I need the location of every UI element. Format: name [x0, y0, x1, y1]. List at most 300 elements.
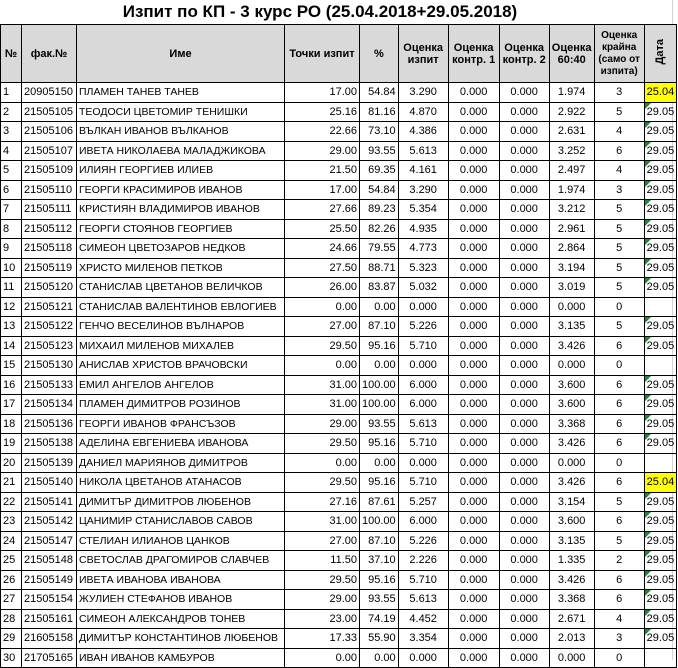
- cell-num[interactable]: 15: [1, 356, 22, 376]
- cell-final[interactable]: 0: [594, 648, 644, 668]
- cell-grade-6040[interactable]: 3.212: [549, 200, 594, 220]
- cell-num[interactable]: 3: [1, 122, 22, 142]
- cell-num[interactable]: 21: [1, 473, 22, 493]
- header-num[interactable]: №: [1, 25, 22, 83]
- cell-final[interactable]: 3: [594, 629, 644, 649]
- cell-fac[interactable]: 21505133: [22, 375, 77, 395]
- cell-date[interactable]: 29.05: [644, 180, 677, 200]
- cell-num[interactable]: 18: [1, 414, 22, 434]
- cell-grade-exam[interactable]: 5.710: [398, 570, 448, 590]
- cell-date[interactable]: [644, 648, 677, 668]
- cell-ctrl2[interactable]: 0.000: [499, 434, 549, 454]
- cell-points[interactable]: 25.50: [285, 219, 360, 239]
- cell-percent[interactable]: 87.10: [360, 531, 399, 551]
- cell-ctrl2[interactable]: 0.000: [499, 258, 549, 278]
- cell-fac[interactable]: 21705165: [22, 648, 77, 668]
- cell-final[interactable]: 6: [594, 336, 644, 356]
- cell-num[interactable]: 2: [1, 102, 22, 122]
- cell-name[interactable]: ИВЕТА НИКОЛАЕВА МАЛАДЖИКОВА: [77, 141, 285, 161]
- header-points[interactable]: Точки изпит: [285, 25, 360, 83]
- cell-num[interactable]: 29: [1, 629, 22, 649]
- cell-percent[interactable]: 100.00: [360, 375, 399, 395]
- cell-num[interactable]: 17: [1, 395, 22, 415]
- cell-name[interactable]: ИВАН ИВАНОВ КАМБУРОВ: [77, 648, 285, 668]
- cell-fac[interactable]: 21605158: [22, 629, 77, 649]
- cell-final[interactable]: 6: [594, 141, 644, 161]
- cell-grade-6040[interactable]: 3.135: [549, 531, 594, 551]
- cell-ctrl2[interactable]: 0.000: [499, 395, 549, 415]
- cell-fac[interactable]: 21505122: [22, 317, 77, 337]
- cell-num[interactable]: 27: [1, 590, 22, 610]
- cell-final[interactable]: 5: [594, 278, 644, 298]
- cell-ctrl1[interactable]: 0.000: [448, 375, 499, 395]
- cell-grade-6040[interactable]: 3.154: [549, 492, 594, 512]
- cell-percent[interactable]: 0.00: [360, 297, 399, 317]
- cell-name[interactable]: АНИСЛАВ ХРИСТОВ ВРАЧОВСКИ: [77, 356, 285, 376]
- cell-ctrl1[interactable]: 0.000: [448, 629, 499, 649]
- cell-fac[interactable]: 21505130: [22, 356, 77, 376]
- cell-percent[interactable]: 87.10: [360, 317, 399, 337]
- cell-name[interactable]: МИХАИЛ МИЛЕНОВ МИХАЛЕВ: [77, 336, 285, 356]
- cell-name[interactable]: ГЕНЧО ВЕСЕЛИНОВ ВЪЛНАРОВ: [77, 317, 285, 337]
- cell-points[interactable]: 0.00: [285, 356, 360, 376]
- cell-ctrl2[interactable]: 0.000: [499, 141, 549, 161]
- cell-percent[interactable]: 79.55: [360, 239, 399, 259]
- cell-ctrl1[interactable]: 0.000: [448, 473, 499, 493]
- cell-grade-6040[interactable]: 2.671: [549, 609, 594, 629]
- cell-final[interactable]: 5: [594, 200, 644, 220]
- cell-percent[interactable]: 95.16: [360, 473, 399, 493]
- header-percent[interactable]: %: [360, 25, 399, 83]
- cell-ctrl2[interactable]: 0.000: [499, 648, 549, 668]
- cell-final[interactable]: 3: [594, 180, 644, 200]
- cell-percent[interactable]: 95.16: [360, 570, 399, 590]
- cell-ctrl2[interactable]: 0.000: [499, 317, 549, 337]
- cell-fac[interactable]: 21505120: [22, 278, 77, 298]
- cell-fac[interactable]: 21505110: [22, 180, 77, 200]
- cell-final[interactable]: 5: [594, 219, 644, 239]
- cell-ctrl2[interactable]: 0.000: [499, 161, 549, 181]
- cell-num[interactable]: 22: [1, 492, 22, 512]
- cell-grade-exam[interactable]: 5.354: [398, 200, 448, 220]
- cell-name[interactable]: ЕМИЛ АНГЕЛОВ АНГЕЛОВ: [77, 375, 285, 395]
- cell-name[interactable]: ЦАНИМИР СТАНИСЛАВОВ САВОВ: [77, 512, 285, 532]
- header-fac[interactable]: фак.№: [22, 25, 77, 83]
- cell-date[interactable]: 29.05: [644, 317, 677, 337]
- cell-ctrl1[interactable]: 0.000: [448, 122, 499, 142]
- cell-points[interactable]: 0.00: [285, 297, 360, 317]
- cell-final[interactable]: 4: [594, 122, 644, 142]
- cell-ctrl1[interactable]: 0.000: [448, 200, 499, 220]
- cell-grade-6040[interactable]: 0.000: [549, 453, 594, 473]
- cell-points[interactable]: 0.00: [285, 453, 360, 473]
- cell-percent[interactable]: 0.00: [360, 648, 399, 668]
- cell-date[interactable]: [644, 453, 677, 473]
- cell-grade-exam[interactable]: 5.323: [398, 258, 448, 278]
- cell-grade-6040[interactable]: 3.252: [549, 141, 594, 161]
- cell-date[interactable]: 29.05: [644, 102, 677, 122]
- cell-date[interactable]: 29.05: [644, 434, 677, 454]
- header-date[interactable]: [644, 25, 677, 83]
- cell-name[interactable]: ГЕОРГИ ИВАНОВ ФРАНСЪЗОВ: [77, 414, 285, 434]
- cell-final[interactable]: 5: [594, 102, 644, 122]
- cell-date[interactable]: 29.05: [644, 570, 677, 590]
- cell-grade-6040[interactable]: 3.600: [549, 512, 594, 532]
- cell-ctrl2[interactable]: 0.000: [499, 278, 549, 298]
- cell-fac[interactable]: 21505147: [22, 531, 77, 551]
- cell-ctrl1[interactable]: 0.000: [448, 219, 499, 239]
- cell-num[interactable]: 8: [1, 219, 22, 239]
- cell-grade-6040[interactable]: 2.013: [549, 629, 594, 649]
- cell-num[interactable]: 14: [1, 336, 22, 356]
- cell-name[interactable]: СИМЕОН ЦВЕТОЗАРОВ НЕДКОВ: [77, 239, 285, 259]
- cell-grade-6040[interactable]: 3.600: [549, 375, 594, 395]
- cell-date[interactable]: 29.05: [644, 141, 677, 161]
- cell-date[interactable]: 29.05: [644, 278, 677, 298]
- cell-num[interactable]: 10: [1, 258, 22, 278]
- cell-ctrl1[interactable]: 0.000: [448, 512, 499, 532]
- cell-points[interactable]: 31.00: [285, 375, 360, 395]
- cell-date[interactable]: 29.05: [644, 629, 677, 649]
- cell-ctrl1[interactable]: 0.000: [448, 180, 499, 200]
- cell-points[interactable]: 29.50: [285, 570, 360, 590]
- cell-date[interactable]: [644, 297, 677, 317]
- cell-num[interactable]: 5: [1, 161, 22, 181]
- cell-grade-exam[interactable]: 2.226: [398, 551, 448, 571]
- cell-percent[interactable]: 69.35: [360, 161, 399, 181]
- cell-fac[interactable]: 20905150: [22, 83, 77, 103]
- cell-grade-exam[interactable]: 0.000: [398, 453, 448, 473]
- cell-points[interactable]: 29.50: [285, 473, 360, 493]
- cell-points[interactable]: 17.00: [285, 83, 360, 103]
- cell-date[interactable]: 25.04: [644, 83, 677, 103]
- header-grade-exam[interactable]: Оценка изпит: [398, 25, 448, 83]
- cell-fac[interactable]: 21505148: [22, 551, 77, 571]
- cell-date[interactable]: 29.05: [644, 395, 677, 415]
- cell-ctrl1[interactable]: 0.000: [448, 434, 499, 454]
- cell-date[interactable]: 25.04: [644, 473, 677, 493]
- cell-name[interactable]: СТАНИСЛАВ ВАЛЕНТИНОВ ЕВЛОГИЕВ: [77, 297, 285, 317]
- cell-ctrl2[interactable]: 0.000: [499, 551, 549, 571]
- cell-grade-exam[interactable]: 5.710: [398, 336, 448, 356]
- cell-grade-6040[interactable]: 2.864: [549, 239, 594, 259]
- cell-percent[interactable]: 88.71: [360, 258, 399, 278]
- cell-final[interactable]: 6: [594, 590, 644, 610]
- header-final[interactable]: Оценка крайна (само от изпита): [594, 25, 644, 83]
- cell-ctrl1[interactable]: 0.000: [448, 648, 499, 668]
- cell-grade-exam[interactable]: 4.452: [398, 609, 448, 629]
- cell-date[interactable]: 29.05: [644, 531, 677, 551]
- cell-ctrl2[interactable]: 0.000: [499, 102, 549, 122]
- cell-points[interactable]: 29.00: [285, 141, 360, 161]
- cell-ctrl1[interactable]: 0.000: [448, 492, 499, 512]
- cell-ctrl1[interactable]: 0.000: [448, 161, 499, 181]
- cell-name[interactable]: ИВЕТА ИВАНОВА ИВАНОВА: [77, 570, 285, 590]
- cell-name[interactable]: СВЕТОСЛАВ ДРАГОМИРОВ СЛАВЧЕВ: [77, 551, 285, 571]
- cell-final[interactable]: 6: [594, 570, 644, 590]
- cell-grade-6040[interactable]: 1.974: [549, 83, 594, 103]
- cell-name[interactable]: АДЕЛИНА ЕВГЕНИЕВА ИВАНОВА: [77, 434, 285, 454]
- cell-name[interactable]: ГЕОРГИ СТОЯНОВ ГЕОРГИЕВ: [77, 219, 285, 239]
- cell-grade-exam[interactable]: 6.000: [398, 375, 448, 395]
- cell-ctrl1[interactable]: 0.000: [448, 590, 499, 610]
- cell-date[interactable]: 29.05: [644, 590, 677, 610]
- cell-grade-exam[interactable]: 5.032: [398, 278, 448, 298]
- cell-final[interactable]: 6: [594, 414, 644, 434]
- cell-num[interactable]: 28: [1, 609, 22, 629]
- cell-percent[interactable]: 81.16: [360, 102, 399, 122]
- cell-name[interactable]: ВЪЛКАН ИВАНОВ ВЪЛКАНОВ: [77, 122, 285, 142]
- cell-ctrl2[interactable]: 0.000: [499, 609, 549, 629]
- cell-final[interactable]: 4: [594, 609, 644, 629]
- cell-points[interactable]: 29.00: [285, 414, 360, 434]
- cell-fac[interactable]: 21505118: [22, 239, 77, 259]
- cell-percent[interactable]: 100.00: [360, 512, 399, 532]
- cell-percent[interactable]: 93.55: [360, 141, 399, 161]
- cell-fac[interactable]: 21505140: [22, 473, 77, 493]
- cell-ctrl2[interactable]: 0.000: [499, 122, 549, 142]
- cell-ctrl2[interactable]: 0.000: [499, 375, 549, 395]
- cell-points[interactable]: 22.66: [285, 122, 360, 142]
- cell-date[interactable]: 29.05: [644, 609, 677, 629]
- cell-grade-exam[interactable]: 3.290: [398, 180, 448, 200]
- cell-percent[interactable]: 95.16: [360, 336, 399, 356]
- cell-grade-exam[interactable]: 5.613: [398, 414, 448, 434]
- cell-percent[interactable]: 100.00: [360, 395, 399, 415]
- cell-percent[interactable]: 37.10: [360, 551, 399, 571]
- header-ctrl2[interactable]: Оценка контр. 2: [499, 25, 549, 83]
- cell-grade-exam[interactable]: 5.710: [398, 434, 448, 454]
- cell-percent[interactable]: 95.16: [360, 434, 399, 454]
- cell-final[interactable]: 3: [594, 83, 644, 103]
- cell-fac[interactable]: 21505123: [22, 336, 77, 356]
- cell-points[interactable]: 31.00: [285, 512, 360, 532]
- cell-ctrl1[interactable]: 0.000: [448, 83, 499, 103]
- cell-final[interactable]: 5: [594, 317, 644, 337]
- cell-grade-exam[interactable]: 5.257: [398, 492, 448, 512]
- cell-fac[interactable]: 21505119: [22, 258, 77, 278]
- cell-percent[interactable]: 73.10: [360, 122, 399, 142]
- cell-date[interactable]: 29.05: [644, 336, 677, 356]
- cell-grade-6040[interactable]: 3.426: [549, 473, 594, 493]
- cell-points[interactable]: 24.66: [285, 239, 360, 259]
- cell-percent[interactable]: 54.84: [360, 180, 399, 200]
- cell-points[interactable]: 27.00: [285, 531, 360, 551]
- cell-percent[interactable]: 89.23: [360, 200, 399, 220]
- cell-final[interactable]: 6: [594, 375, 644, 395]
- cell-fac[interactable]: 21505149: [22, 570, 77, 590]
- cell-fac[interactable]: 21505107: [22, 141, 77, 161]
- cell-points[interactable]: 11.50: [285, 551, 360, 571]
- cell-ctrl1[interactable]: 0.000: [448, 551, 499, 571]
- cell-grade-exam[interactable]: 5.226: [398, 317, 448, 337]
- cell-date[interactable]: 29.05: [644, 492, 677, 512]
- cell-name[interactable]: ПЛАМЕН ТАНЕВ ТАНЕВ: [77, 83, 285, 103]
- cell-points[interactable]: 31.00: [285, 395, 360, 415]
- cell-fac[interactable]: 21505121: [22, 297, 77, 317]
- cell-num[interactable]: 1: [1, 83, 22, 103]
- cell-name[interactable]: СТЕЛИАН ИЛИАНОВ ЦАНКОВ: [77, 531, 285, 551]
- cell-grade-exam[interactable]: 4.870: [398, 102, 448, 122]
- cell-percent[interactable]: 82.26: [360, 219, 399, 239]
- cell-grade-exam[interactable]: 0.000: [398, 648, 448, 668]
- cell-ctrl2[interactable]: 0.000: [499, 512, 549, 532]
- cell-points[interactable]: 29.50: [285, 336, 360, 356]
- cell-num[interactable]: 9: [1, 239, 22, 259]
- cell-ctrl1[interactable]: 0.000: [448, 317, 499, 337]
- cell-final[interactable]: 6: [594, 395, 644, 415]
- cell-ctrl2[interactable]: 0.000: [499, 356, 549, 376]
- cell-ctrl1[interactable]: 0.000: [448, 570, 499, 590]
- cell-grade-exam[interactable]: 5.226: [398, 531, 448, 551]
- cell-ctrl2[interactable]: 0.000: [499, 492, 549, 512]
- cell-fac[interactable]: 21505136: [22, 414, 77, 434]
- cell-name[interactable]: ЖУЛИЕН СТЕФАНОВ ИВАНОВ: [77, 590, 285, 610]
- cell-date[interactable]: 29.05: [644, 512, 677, 532]
- cell-percent[interactable]: 0.00: [360, 453, 399, 473]
- cell-grade-exam[interactable]: 0.000: [398, 356, 448, 376]
- cell-final[interactable]: 5: [594, 531, 644, 551]
- cell-grade-6040[interactable]: 3.426: [549, 570, 594, 590]
- cell-name[interactable]: ГЕОРГИ КРАСИМИРОВ ИВАНОВ: [77, 180, 285, 200]
- cell-ctrl2[interactable]: 0.000: [499, 570, 549, 590]
- header-grade-6040[interactable]: Оценка 60:40: [549, 25, 594, 83]
- cell-ctrl2[interactable]: 0.000: [499, 83, 549, 103]
- cell-fac[interactable]: 21505139: [22, 453, 77, 473]
- cell-points[interactable]: 27.66: [285, 200, 360, 220]
- cell-final[interactable]: 6: [594, 434, 644, 454]
- cell-percent[interactable]: 87.61: [360, 492, 399, 512]
- cell-grade-6040[interactable]: 3.019: [549, 278, 594, 298]
- cell-grade-exam[interactable]: 4.935: [398, 219, 448, 239]
- cell-num[interactable]: 4: [1, 141, 22, 161]
- cell-points[interactable]: 25.16: [285, 102, 360, 122]
- cell-fac[interactable]: 21505106: [22, 122, 77, 142]
- cell-date[interactable]: 29.05: [644, 200, 677, 220]
- cell-name[interactable]: СТАНИСЛАВ ЦВЕТАНОВ ВЕЛИЧКОВ: [77, 278, 285, 298]
- cell-num[interactable]: 26: [1, 570, 22, 590]
- cell-fac[interactable]: 21505105: [22, 102, 77, 122]
- cell-ctrl1[interactable]: 0.000: [448, 102, 499, 122]
- cell-ctrl1[interactable]: 0.000: [448, 278, 499, 298]
- cell-grade-6040[interactable]: 3.368: [549, 414, 594, 434]
- cell-fac[interactable]: 21505138: [22, 434, 77, 454]
- cell-points[interactable]: 21.50: [285, 161, 360, 181]
- cell-grade-6040[interactable]: 3.426: [549, 336, 594, 356]
- cell-final[interactable]: 6: [594, 473, 644, 493]
- cell-points[interactable]: 23.00: [285, 609, 360, 629]
- cell-points[interactable]: 26.00: [285, 278, 360, 298]
- cell-date[interactable]: 29.05: [644, 239, 677, 259]
- cell-grade-6040[interactable]: 3.426: [549, 434, 594, 454]
- cell-num[interactable]: 25: [1, 551, 22, 571]
- cell-grade-6040[interactable]: 2.922: [549, 102, 594, 122]
- cell-fac[interactable]: 21505134: [22, 395, 77, 415]
- cell-num[interactable]: 20: [1, 453, 22, 473]
- cell-date[interactable]: 29.05: [644, 161, 677, 181]
- cell-points[interactable]: 27.00: [285, 317, 360, 337]
- cell-ctrl2[interactable]: 0.000: [499, 531, 549, 551]
- cell-num[interactable]: 12: [1, 297, 22, 317]
- cell-grade-exam[interactable]: 5.613: [398, 590, 448, 610]
- cell-percent[interactable]: 0.00: [360, 356, 399, 376]
- cell-name[interactable]: ДИМИТЪР ДИМИТРОВ ЛЮБЕНОВ: [77, 492, 285, 512]
- cell-num[interactable]: 11: [1, 278, 22, 298]
- header-name[interactable]: Име: [77, 25, 285, 83]
- cell-num[interactable]: 16: [1, 375, 22, 395]
- cell-name[interactable]: ХРИСТО МИЛЕНОВ ПЕТКОВ: [77, 258, 285, 278]
- cell-num[interactable]: 30: [1, 648, 22, 668]
- cell-percent[interactable]: 54.84: [360, 83, 399, 103]
- cell-final[interactable]: 2: [594, 551, 644, 571]
- cell-fac[interactable]: 21505141: [22, 492, 77, 512]
- cell-ctrl1[interactable]: 0.000: [448, 336, 499, 356]
- cell-grade-6040[interactable]: 0.000: [549, 648, 594, 668]
- cell-num[interactable]: 23: [1, 512, 22, 532]
- cell-final[interactable]: 0: [594, 453, 644, 473]
- cell-points[interactable]: 29.50: [285, 434, 360, 454]
- cell-ctrl1[interactable]: 0.000: [448, 609, 499, 629]
- cell-fac[interactable]: 21505154: [22, 590, 77, 610]
- cell-date[interactable]: 29.05: [644, 122, 677, 142]
- cell-grade-6040[interactable]: 1.335: [549, 551, 594, 571]
- cell-date[interactable]: [644, 356, 677, 376]
- cell-ctrl1[interactable]: 0.000: [448, 239, 499, 259]
- cell-fac[interactable]: 21505109: [22, 161, 77, 181]
- cell-ctrl1[interactable]: 0.000: [448, 297, 499, 317]
- cell-grade-6040[interactable]: 3.135: [549, 317, 594, 337]
- cell-final[interactable]: 0: [594, 356, 644, 376]
- cell-num[interactable]: 24: [1, 531, 22, 551]
- cell-grade-exam[interactable]: 4.386: [398, 122, 448, 142]
- cell-ctrl2[interactable]: 0.000: [499, 629, 549, 649]
- cell-ctrl1[interactable]: 0.000: [448, 453, 499, 473]
- cell-ctrl1[interactable]: 0.000: [448, 141, 499, 161]
- cell-ctrl1[interactable]: 0.000: [448, 395, 499, 415]
- cell-percent[interactable]: 83.87: [360, 278, 399, 298]
- cell-fac[interactable]: 21505142: [22, 512, 77, 532]
- cell-ctrl2[interactable]: 0.000: [499, 453, 549, 473]
- cell-grade-exam[interactable]: 3.290: [398, 83, 448, 103]
- cell-num[interactable]: 19: [1, 434, 22, 454]
- cell-name[interactable]: НИКОЛА ЦВЕТАНОВ АТАНАСОВ: [77, 473, 285, 493]
- cell-date[interactable]: 29.05: [644, 219, 677, 239]
- cell-date[interactable]: 29.05: [644, 551, 677, 571]
- cell-final[interactable]: 6: [594, 512, 644, 532]
- cell-grade-6040[interactable]: 0.000: [549, 297, 594, 317]
- cell-final[interactable]: 5: [594, 239, 644, 259]
- cell-grade-exam[interactable]: 0.000: [398, 297, 448, 317]
- cell-fac[interactable]: 21505111: [22, 200, 77, 220]
- cell-num[interactable]: 7: [1, 200, 22, 220]
- cell-grade-exam[interactable]: 3.354: [398, 629, 448, 649]
- cell-grade-exam[interactable]: 6.000: [398, 395, 448, 415]
- cell-grade-6040[interactable]: 3.600: [549, 395, 594, 415]
- header-ctrl1[interactable]: Оценка контр. 1: [448, 25, 499, 83]
- cell-fac[interactable]: 21505161: [22, 609, 77, 629]
- cell-percent[interactable]: 55.90: [360, 629, 399, 649]
- cell-final[interactable]: 5: [594, 492, 644, 512]
- cell-ctrl1[interactable]: 0.000: [448, 356, 499, 376]
- cell-name[interactable]: ИЛИЯН ГЕОРГИЕВ ИЛИЕВ: [77, 161, 285, 181]
- cell-ctrl1[interactable]: 0.000: [448, 531, 499, 551]
- cell-grade-6040[interactable]: 2.961: [549, 219, 594, 239]
- cell-num[interactable]: 6: [1, 180, 22, 200]
- cell-final[interactable]: 5: [594, 258, 644, 278]
- cell-grade-6040[interactable]: 2.631: [549, 122, 594, 142]
- cell-points[interactable]: 17.33: [285, 629, 360, 649]
- cell-name[interactable]: ДАНИЕЛ МАРИЯНОВ ДИМИТРОВ: [77, 453, 285, 473]
